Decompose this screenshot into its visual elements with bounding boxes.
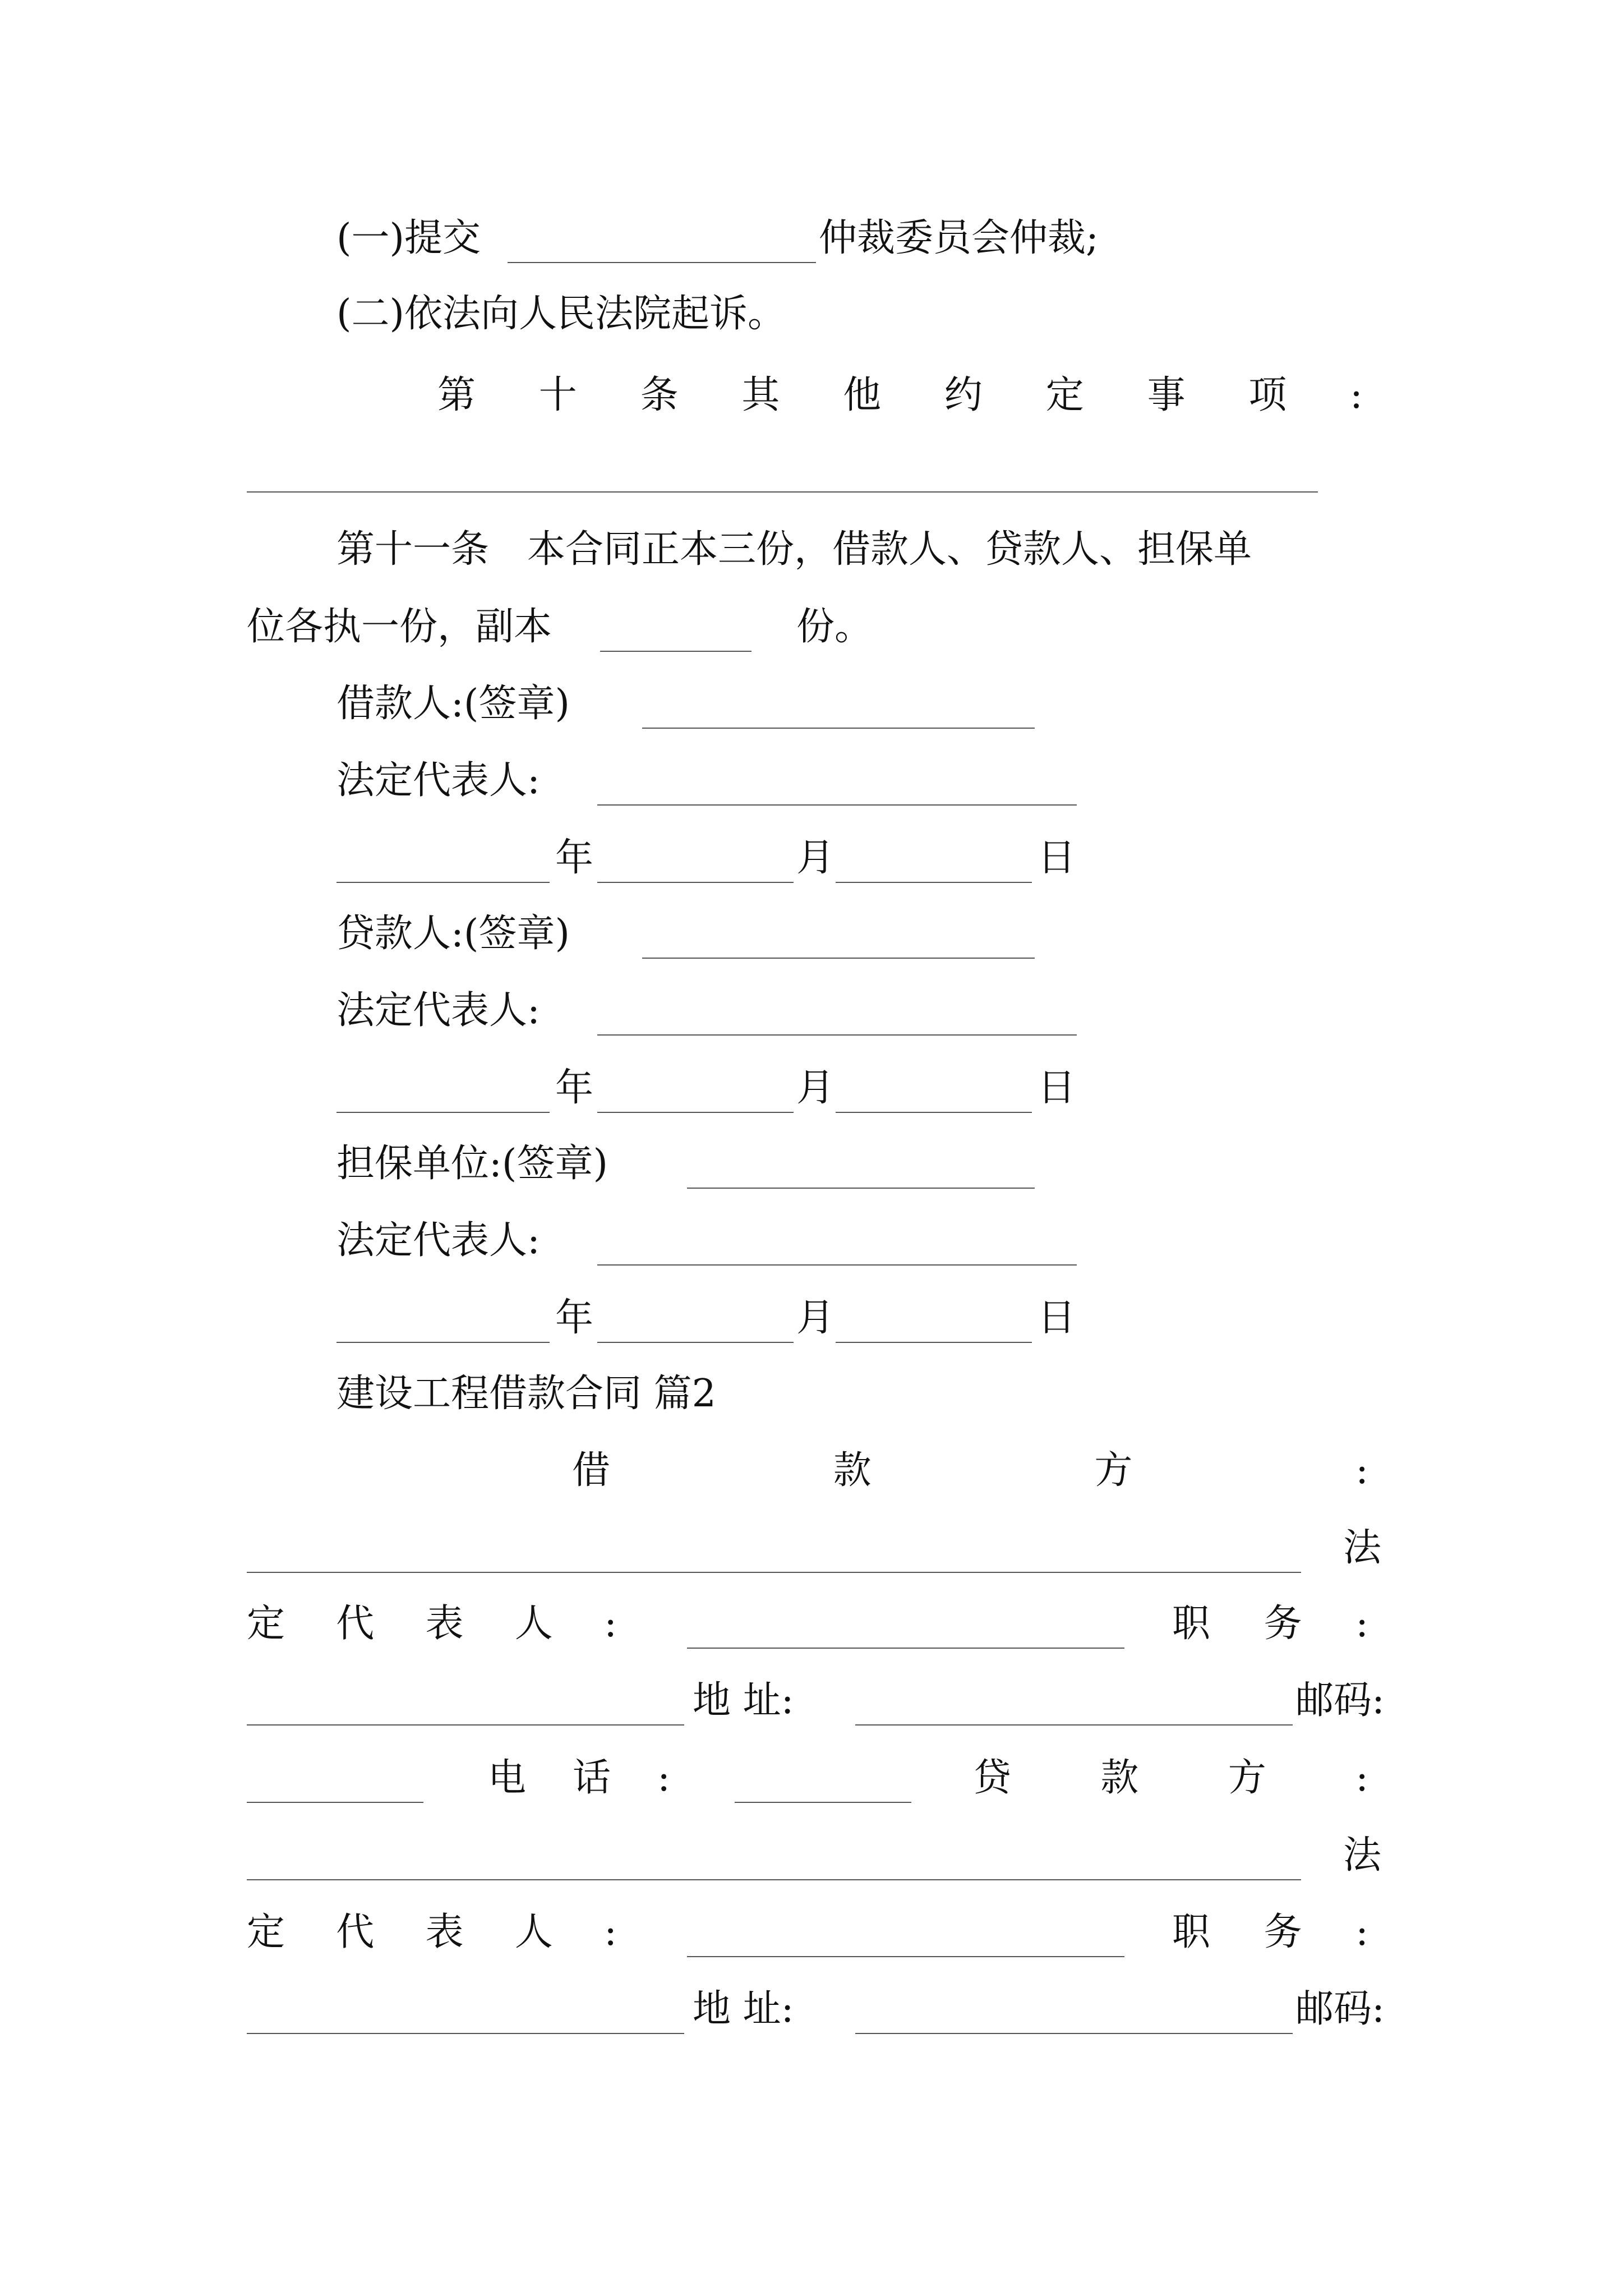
legal-rep-spread xyxy=(247,1904,617,1961)
year-label: 年 xyxy=(555,836,594,880)
lender-party-char: : xyxy=(1355,1756,1368,1800)
postcode-label: 邮码: xyxy=(1295,1987,1385,2031)
copies-count-blank xyxy=(600,651,751,652)
arbitration-item-2-text: (二)依法向人民法院起诉。 xyxy=(336,292,786,336)
article-11-copies-prefix: 位各执一份，副本 xyxy=(247,605,552,649)
month-blank xyxy=(597,1112,794,1113)
other-matters-blank xyxy=(247,491,1318,493)
phone-blank xyxy=(735,1802,911,1803)
address-blank xyxy=(855,1724,1293,1726)
position-blank xyxy=(247,1724,684,1726)
article-10-char: 十 xyxy=(538,373,577,417)
article-10-char: 约 xyxy=(944,373,983,417)
guarantor-signature-blank xyxy=(687,1188,1035,1189)
legal-rep-char: : xyxy=(604,1910,617,1954)
legal-rep-label: 法定代表人: xyxy=(336,1218,540,1263)
legal-rep-blank xyxy=(687,1956,1124,1957)
legal-rep-char: 表 xyxy=(425,1602,464,1646)
lender-party-char: 款 xyxy=(1100,1756,1139,1800)
article-10-char: : xyxy=(1350,373,1363,417)
month-label: 月 xyxy=(796,1066,835,1110)
lender-signature-blank xyxy=(642,958,1035,959)
postcode-blank xyxy=(247,1802,423,1803)
postcode-label: 邮码: xyxy=(1295,1678,1385,1723)
legal-rep-label: 法定代表人: xyxy=(336,988,540,1033)
month-blank xyxy=(597,1342,794,1343)
arbitration-commission-blank xyxy=(508,262,816,263)
position-char: : xyxy=(1355,1910,1368,1954)
borrower-party-char: : xyxy=(1355,1448,1368,1493)
fa-char: 法 xyxy=(1343,1833,1382,1878)
borrower-party-char: 款 xyxy=(833,1448,872,1493)
legal-rep-char: 代 xyxy=(336,1910,375,1954)
address-blank xyxy=(855,2033,1293,2034)
borrower-label: 借款人:(签章) xyxy=(336,682,570,726)
article-10-char: 项 xyxy=(1248,373,1287,417)
legal-rep-label: 法定代表人: xyxy=(336,758,540,803)
position-char: 职 xyxy=(1172,1602,1211,1646)
address-label: 地 址: xyxy=(693,1678,794,1723)
position-char: 务 xyxy=(1264,1910,1302,1954)
lender-party-char: 贷 xyxy=(973,1756,1012,1800)
borrower-party-char: 借 xyxy=(572,1448,611,1493)
fa-char: 法 xyxy=(1343,1526,1382,1570)
position-spread xyxy=(1172,1904,1368,1961)
legal-rep-char: 表 xyxy=(425,1910,464,1954)
legal-rep-blank xyxy=(687,1648,1124,1649)
article-10-char: 第 xyxy=(437,373,476,417)
year-label: 年 xyxy=(555,1296,594,1340)
position-char: 职 xyxy=(1172,1910,1211,1954)
legal-rep-blank xyxy=(597,1034,1077,1036)
borrower-party-spread xyxy=(572,1443,1368,1499)
day-label: 日 xyxy=(1038,1296,1076,1340)
phone-char: 话 xyxy=(573,1756,611,1800)
year-label: 年 xyxy=(555,1066,594,1110)
article-10-spread xyxy=(437,367,1363,424)
legal-rep-char: : xyxy=(604,1602,617,1646)
lender-party-spread xyxy=(973,1750,1368,1806)
article-10-char: 其 xyxy=(741,373,780,417)
year-blank xyxy=(336,1112,550,1113)
day-blank xyxy=(836,1112,1032,1113)
article-10-char: 他 xyxy=(843,373,882,417)
article-10-char: 条 xyxy=(640,373,679,417)
part-2-title-text: 建设工程借款合同 篇2 xyxy=(336,1372,716,1416)
legal-rep-char: 人 xyxy=(514,1910,553,1954)
legal-rep-char: 人 xyxy=(514,1602,553,1646)
phone-char: 电 xyxy=(488,1756,527,1800)
legal-rep-blank xyxy=(597,804,1077,806)
position-char: 务 xyxy=(1264,1602,1302,1646)
position-blank xyxy=(247,2033,684,2034)
article-11-copies-suffix: 份。 xyxy=(796,605,873,649)
phone-spread xyxy=(488,1750,670,1806)
article-10-char: 定 xyxy=(1045,373,1084,417)
lender-label: 贷款人:(签章) xyxy=(336,912,570,956)
phone-char: : xyxy=(657,1756,670,1800)
day-label: 日 xyxy=(1038,1066,1076,1110)
article-11-text: 第十一条 本合同正本三份，借款人、贷款人、担保单 xyxy=(336,527,1252,572)
arbitration-item-1-suffix: 仲裁委员会仲裁; xyxy=(819,216,1099,260)
legal-rep-blank xyxy=(597,1264,1077,1266)
day-label: 日 xyxy=(1038,836,1076,880)
guarantor-label: 担保单位:(签章) xyxy=(336,1142,608,1186)
article-10-char: 事 xyxy=(1147,373,1186,417)
month-label: 月 xyxy=(796,836,835,880)
borrower-party-char: 方 xyxy=(1094,1448,1133,1493)
legal-rep-char: 代 xyxy=(336,1602,375,1646)
borrower-signature-blank xyxy=(642,728,1035,729)
arbitration-item-1-prefix: (一)提交 xyxy=(336,216,481,260)
address-label: 地 址: xyxy=(693,1987,794,2031)
legal-rep-char: 定 xyxy=(247,1910,285,1954)
position-char: : xyxy=(1355,1602,1368,1646)
month-label: 月 xyxy=(796,1296,835,1340)
year-blank xyxy=(336,882,550,883)
day-blank xyxy=(836,1342,1032,1343)
lender-name-blank xyxy=(247,1879,1301,1880)
year-blank xyxy=(336,1342,550,1343)
lender-party-char: 方 xyxy=(1228,1756,1266,1800)
legal-rep-char: 定 xyxy=(247,1602,285,1646)
legal-rep-spread xyxy=(247,1596,617,1652)
position-spread xyxy=(1172,1596,1368,1652)
month-blank xyxy=(597,882,794,883)
day-blank xyxy=(836,882,1032,883)
borrower-name-blank xyxy=(247,1572,1301,1573)
